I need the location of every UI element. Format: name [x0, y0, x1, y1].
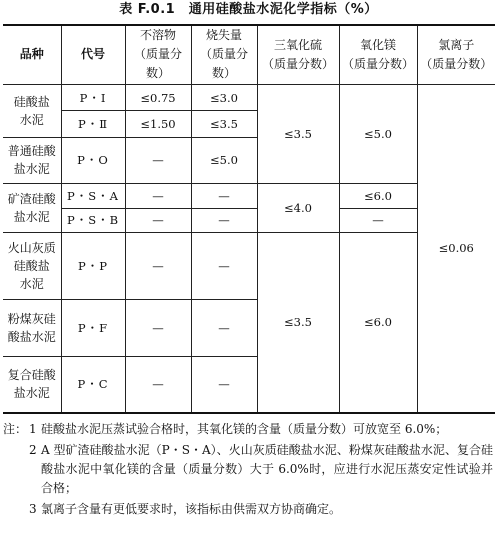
note-text: A 型矿渣硅酸盐水泥（P・S・A）、火山灰质硅酸盐水泥、粉煤灰硅酸盐水泥、复合硅酸盐水泥中氧化镁的含量（质量分数）大于 6.0%时，应进行水泥压蒸安定性试验并合格；: [41, 443, 493, 495]
code-psa: P・S・A: [61, 184, 125, 208]
header-sulfur-trioxide: 三氧化硫 （质量分数）: [257, 25, 339, 84]
loss-p1: ≤3.0: [191, 84, 257, 110]
insoluble-po: —: [125, 137, 191, 184]
note-item: [3, 420, 493, 439]
note-number: 2: [29, 443, 37, 457]
loss-pc: —: [191, 356, 257, 413]
code-p1: P・Ⅰ: [61, 84, 125, 110]
loss-psa: —: [191, 184, 257, 208]
insoluble-psb: —: [125, 208, 191, 232]
category-composite: 复合硅酸 盐水泥: [3, 356, 61, 413]
category-pozzolana: 火山灰质 硅酸盐 水泥: [3, 232, 61, 299]
note-number: 3: [29, 502, 37, 516]
loss-pp: —: [191, 232, 257, 299]
note-text: 氯离子含量有更低要求时，该指标由供需双方协商确定。: [41, 502, 342, 516]
insoluble-pc: —: [125, 356, 191, 413]
loss-p2: ≤3.5: [191, 111, 257, 137]
note-number: 1: [29, 422, 37, 436]
table-row-p1: [3, 84, 495, 110]
note-item: [3, 441, 493, 498]
note-item: [3, 500, 493, 519]
loss-psb: —: [191, 208, 257, 232]
header-insoluble: 不溶物 （质量分数）: [125, 25, 191, 84]
header-kind: 品种: [3, 25, 61, 84]
so3-bottom: ≤3.5: [257, 232, 339, 413]
insoluble-pf: —: [125, 299, 191, 356]
code-pc: P・C: [61, 356, 125, 413]
mgo-top: ≤5.0: [339, 84, 417, 183]
insoluble-p2: ≤1.50: [125, 111, 191, 137]
code-psb: P・S・B: [61, 208, 125, 232]
header-magnesium-oxide: 氧化镁 （质量分数）: [339, 25, 417, 84]
chloride-value: ≤0.06: [417, 84, 495, 413]
so3-top: ≤3.5: [257, 84, 339, 183]
insoluble-p1: ≤0.75: [125, 84, 191, 110]
notes-label: 注：: [3, 422, 28, 436]
header-row: [3, 25, 495, 84]
note-text: 硅酸盐水泥压蒸试验合格时，其氧化镁的含量（质量分数）可放宽至 6.0%；: [41, 422, 448, 436]
category-portland: 硅酸盐 水泥: [3, 84, 61, 137]
loss-po: ≤5.0: [191, 137, 257, 184]
loss-pf: —: [191, 299, 257, 356]
header-code: 代号: [61, 25, 125, 84]
insoluble-pp: —: [125, 232, 191, 299]
code-p2: P・Ⅱ: [61, 111, 125, 137]
mgo-psa: ≤6.0: [339, 184, 417, 208]
mgo-bottom: ≤6.0: [339, 232, 417, 413]
header-loss-on-ignition: 烧失量 （质量分数）: [191, 25, 257, 84]
code-po: P・O: [61, 137, 125, 184]
category-ordinary: 普通硅酸 盐水泥: [3, 137, 61, 184]
chemical-index-table: [3, 24, 495, 414]
notes-section: [3, 420, 493, 521]
so3-slag: ≤4.0: [257, 184, 339, 233]
category-flyash: 粉煤灰硅 酸盐水泥: [3, 299, 61, 356]
table-title: 表 F.0.1 通用硅酸盐水泥化学指标（%）: [119, 2, 378, 17]
category-slag: 矿渣硅酸 盐水泥: [3, 184, 61, 233]
code-pp: P・P: [61, 232, 125, 299]
code-pf: P・F: [61, 299, 125, 356]
header-chloride: 氯离子 （质量分数）: [417, 25, 495, 84]
mgo-psb: —: [339, 208, 417, 232]
insoluble-psa: —: [125, 184, 191, 208]
